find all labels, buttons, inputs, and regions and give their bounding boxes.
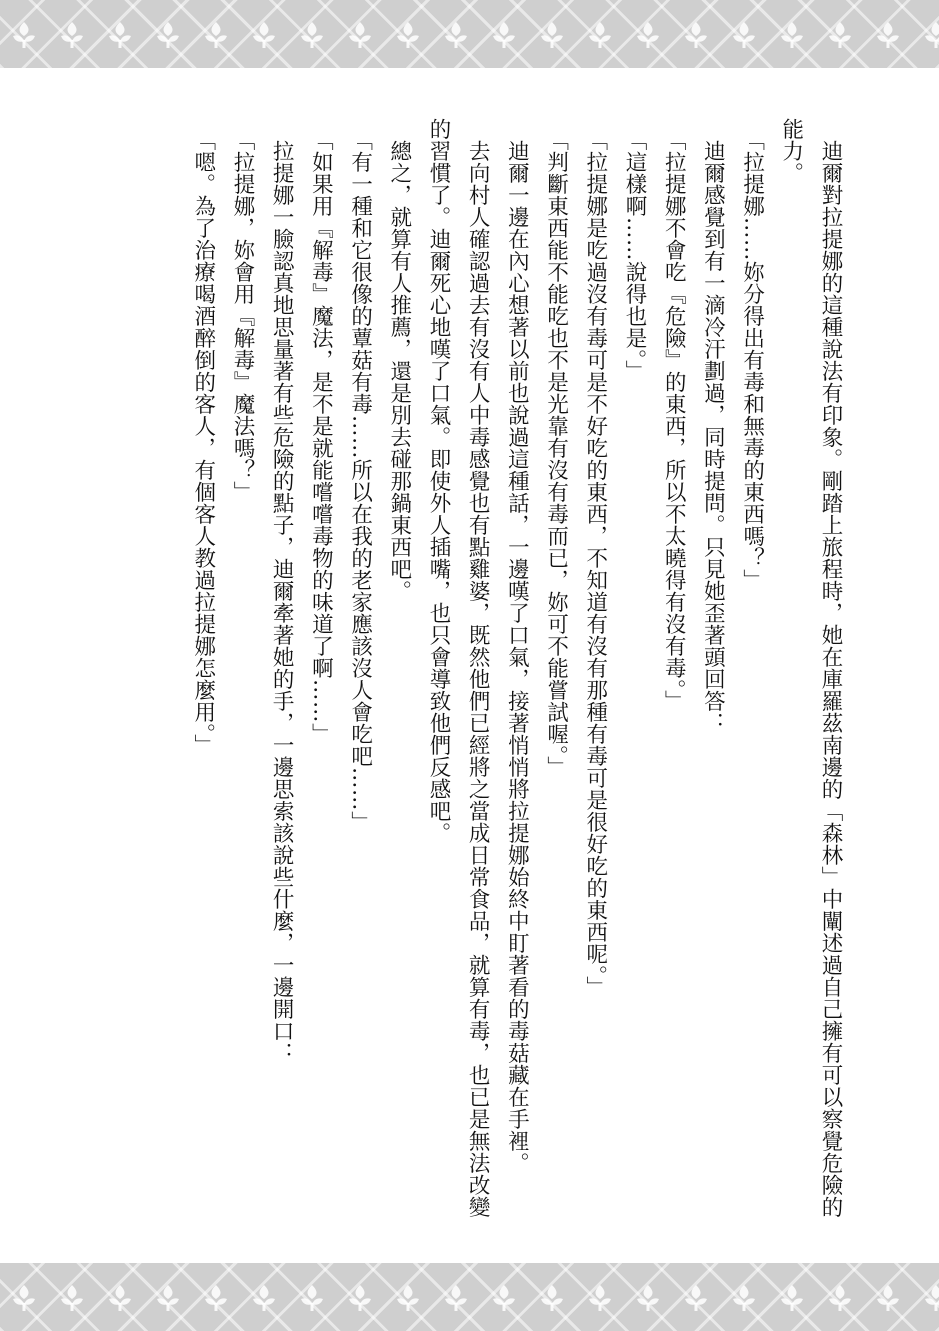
paragraph: 去向村人確認過去有沒有人中毒感覺也有點雞婆，既然他們已經將之當成日常食品，就算有毒，也已是無法改變的習慣了。迪爾死心地嘆了口氣。即使外人插嘴，也只會導致他們反感吧。 — [425, 118, 491, 1218]
fleur-motif-icon — [493, 22, 515, 48]
fleur-motif-icon — [829, 1285, 851, 1311]
fleur-motif-icon — [349, 22, 371, 48]
fleur-motif-icon — [589, 1285, 611, 1311]
top-decorative-band — [0, 0, 939, 68]
fleur-motif-icon — [109, 1285, 131, 1311]
fleur-motif-icon — [253, 1285, 275, 1311]
fleur-motif-icon — [445, 1285, 467, 1311]
fleur-motif-icon — [301, 1285, 323, 1311]
paragraph: 「拉提娜不會吃『危險』的東西，所以不太曉得有沒有毒。」 — [661, 128, 687, 712]
fleur-motif-icon — [781, 1285, 803, 1311]
fleur-motif-icon — [205, 1285, 227, 1311]
paragraph: 拉提娜一臉認真地思量著有些危險的點子，迪爾牽著她的手，一邊思索該說些什麼，一邊開口： — [269, 139, 295, 1064]
fleur-motif-icon — [445, 22, 467, 48]
fleur-motif-icon — [253, 22, 275, 48]
bottom-decorative-band — [0, 1263, 939, 1331]
fleur-motif-icon — [13, 1285, 35, 1311]
fleur-motif-icon — [397, 22, 419, 48]
fleur-motif-icon — [109, 22, 131, 48]
fleur-motif-icon — [589, 22, 611, 48]
paragraph: 「拉提娜……妳分得出有毒和無毒的東西嗎？」 — [739, 128, 765, 591]
fleur-motif-icon — [349, 1285, 371, 1311]
fleur-pattern-icon — [0, 1263, 939, 1331]
paragraph: 「嗯。為了治療喝酒醉倒的客人，有個客人教過拉提娜怎麼用。」 — [190, 128, 216, 756]
fleur-motif-icon — [733, 1285, 755, 1311]
fleur-motif-icon — [205, 22, 227, 48]
paragraph: 「拉提娜是吃過沒有毒可是不好吃的東西，不知道有沒有那種有毒可是很好吃的東西呢。」 — [582, 128, 608, 998]
paragraph: 迪爾一邊在內心想著以前也說過這種話，一邊嘆了口氣，接著悄悄將拉提娜始終中盯著看的毒菇藏在手裡。 — [504, 139, 530, 1174]
fleur-pattern-icon — [0, 0, 939, 68]
fleur-motif-icon — [397, 1285, 419, 1311]
paragraph: 「這樣啊……說得也是。」 — [621, 128, 647, 382]
paragraph: 「判斷東西能不能吃也不是光靠有沒有毒而已，妳可不能嘗試喔。」 — [543, 128, 569, 778]
fleur-motif-icon — [637, 22, 659, 48]
paragraph: 迪爾感覺到有一滴冷汗劃過，同時提問。只見她歪著頭回答： — [700, 139, 726, 734]
fleur-motif-icon — [541, 22, 563, 48]
paragraph: 迪爾對拉提娜的這種說法有印象。剛踏上旅程時，她在庫羅茲南邊的「森林」中闡述過自己擁有可以察覺危險的能力。 — [778, 118, 843, 1218]
fleur-motif-icon — [637, 1285, 659, 1311]
fleur-motif-icon — [877, 22, 899, 48]
fleur-motif-icon — [733, 22, 755, 48]
fleur-motif-icon — [13, 22, 35, 48]
fleur-motif-icon — [925, 22, 939, 48]
fleur-motif-icon — [301, 22, 323, 48]
paragraph: 「有一種和它很像的蕈菇有毒……所以在我的老家應該沒人會吃吧……」 — [347, 128, 373, 833]
fleur-motif-icon — [829, 22, 851, 48]
paragraph: 「如果用『解毒』魔法，是不是就能嚐嚐毒物的味道了啊……」 — [308, 128, 334, 745]
paragraph: 總之，就算有人推薦，還是別去碰那鍋東西吧。 — [386, 139, 412, 602]
fleur-motif-icon — [493, 1285, 515, 1311]
fleur-motif-icon — [157, 22, 179, 48]
fleur-motif-icon — [61, 1285, 83, 1311]
fleur-motif-icon — [781, 22, 803, 48]
fleur-motif-icon — [541, 1285, 563, 1311]
paragraph: 「拉提娜，妳會用『解毒』魔法嗎？」 — [229, 128, 255, 503]
fleur-motif-icon — [685, 1285, 707, 1311]
fleur-motif-icon — [61, 22, 83, 48]
vertical-text-body — [110, 118, 850, 1228]
fleur-motif-icon — [925, 1285, 939, 1311]
fleur-motif-icon — [157, 1285, 179, 1311]
fleur-motif-icon — [877, 1285, 899, 1311]
fleur-motif-icon — [685, 22, 707, 48]
